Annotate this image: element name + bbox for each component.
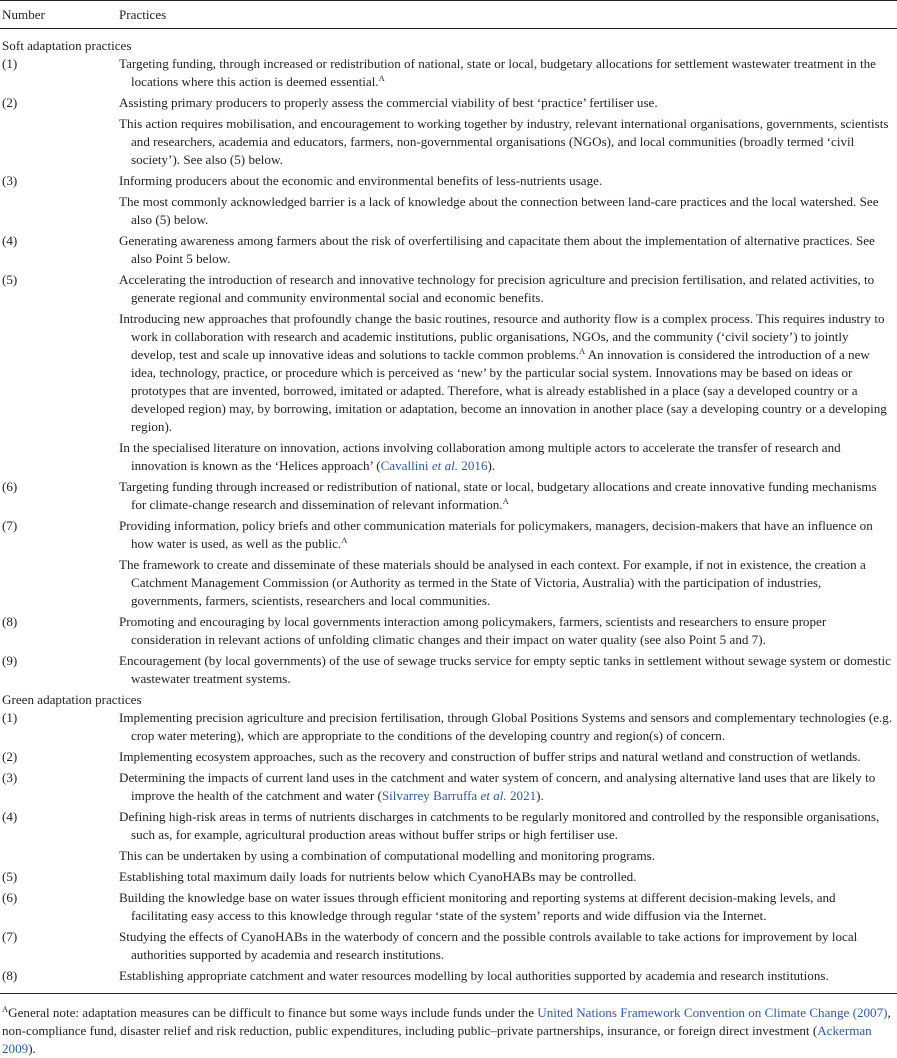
row-practice xyxy=(119,232,897,268)
practice-text: The most commonly acknowledged barrier is a lack of knowledge about the connection between land-care practices and the local watershed. See also (5) below. xyxy=(119,194,879,227)
table-row xyxy=(0,94,897,169)
practice-text: Determining the impacts of current land uses in the catchment and water system of concern, and analysing alternative land uses that are likely to improve the health of the catchment and water ( xyxy=(119,770,876,803)
practice-text: Informing producers about the economic and environmental benefits of less-nutrients usage. xyxy=(119,173,603,188)
footnote-ref: A xyxy=(378,73,385,83)
practice-text: Targeting funding through increased or redistribution of national, state or local, budgetary allocations and create innovative funding mechanisms for climate-change research and dissemination of relevant information. xyxy=(119,479,877,512)
practice-paragraph xyxy=(119,271,895,307)
green-section-title: Green adaptation practices xyxy=(2,692,142,707)
row-number: (3) xyxy=(2,770,18,785)
row-practice xyxy=(119,748,897,766)
header-practices: Practices xyxy=(119,6,167,22)
footnote xyxy=(0,994,897,1058)
practice-text: Accelerating the introduction of research and innovative technology for precision agriculture and precision fertilisation, and related activities, to generate regional and community environmental social and economic benefits. xyxy=(119,272,875,305)
practice-paragraph xyxy=(119,889,895,925)
footnote-ref: A xyxy=(502,496,509,506)
footnote-link-ackerman[interactable]: Ackerman 2009 xyxy=(2,1023,872,1056)
practice-paragraph xyxy=(119,232,895,268)
practice-paragraph xyxy=(119,868,895,886)
row-number: (7) xyxy=(2,929,18,944)
practice-text: Establishing appropriate catchment and water resources modelling by local authorities supported by academia and research institutions. xyxy=(119,968,829,983)
green-rows xyxy=(0,709,897,985)
row-practice xyxy=(119,271,897,475)
row-number: (6) xyxy=(2,479,18,494)
row-practice xyxy=(119,478,897,514)
citation-link[interactable]: Cavallini et al. 2016 xyxy=(380,458,488,473)
practice-paragraph xyxy=(119,310,895,436)
practice-paragraph xyxy=(119,517,895,553)
table-row xyxy=(0,478,897,514)
practice-paragraph xyxy=(119,613,895,649)
row-practice xyxy=(119,55,897,91)
row-practice xyxy=(119,172,897,229)
footnote-ref: A xyxy=(579,346,586,356)
row-number: (4) xyxy=(2,233,18,248)
row-practice xyxy=(119,808,897,865)
table-row xyxy=(0,967,897,985)
table-row xyxy=(0,271,897,475)
row-number: (5) xyxy=(2,869,18,884)
row-number: (8) xyxy=(2,614,18,629)
practice-paragraph xyxy=(119,709,895,745)
practice-text: Introducing new approaches that profoundly change the basic routines, resource and authority flow is a complex process. This requires industry to work in collaboration with research and academic institutions, public organisations, NGOs, and the community (‘civil society’) to jointly develop, test and scale up innovative ideas and solutions to tackle common problems. xyxy=(119,311,885,362)
row-practice xyxy=(119,889,897,925)
practice-paragraph xyxy=(119,847,895,865)
row-number: (5) xyxy=(2,272,18,287)
soft-section-title: Soft adaptation practices xyxy=(2,38,132,53)
row-practice xyxy=(119,517,897,610)
practice-text: Implementing ecosystem approaches, such as the recovery and construction of buffer strips and natural wetland and construction of wetlands. xyxy=(119,749,861,764)
table-row xyxy=(0,928,897,964)
practice-text: Providing information, policy briefs and other communication materials for policymakers, managers, decision-makers that have an influence on how water is used, as well as the public. xyxy=(119,518,873,551)
footnote-link-unfccc[interactable]: United Nations Framework Convention on Climate Change (2007) xyxy=(537,1005,888,1020)
practice-text: This can be undertaken by using a combination of computational modelling and monitoring programs. xyxy=(119,848,655,863)
row-practice xyxy=(119,94,897,169)
footnote-ref: A xyxy=(341,535,348,545)
table-header xyxy=(0,1,897,28)
practice-paragraph xyxy=(119,769,895,805)
row-number: (6) xyxy=(2,890,18,905)
table-row xyxy=(0,652,897,688)
practice-paragraph xyxy=(119,115,895,169)
practice-text: Assisting primary producers to properly assess the commercial viability of best ‘practice’ fertiliser use. xyxy=(119,95,658,110)
header-number: Number xyxy=(2,6,45,22)
table-row xyxy=(0,769,897,805)
practice-text: Targeting funding, through increased or redistribution of national, state or local, budgetary allocations for settlement wastewater treatment in the locations where this action is deemed essential. xyxy=(119,56,876,89)
practice-text: Defining high-risk areas in terms of nutrients discharges in catchments to be regularly monitored and controlled by the responsible organisations, such as, for example, agricultural production areas without buffer strips or high fertiliser use. xyxy=(119,809,880,842)
row-practice xyxy=(119,868,897,886)
row-practice xyxy=(119,967,897,985)
row-practice xyxy=(119,709,897,745)
row-number: (2) xyxy=(2,95,18,110)
row-number: (3) xyxy=(2,173,18,188)
table-row xyxy=(0,613,897,649)
table-row xyxy=(0,748,897,766)
practice-paragraph xyxy=(119,94,895,112)
practice-text: Building the knowledge base on water issues through efficient monitoring and reporting systems at different decision-making levels, and facilitating easy access to this knowledge through regular ‘state of the system’ reports and wide diffusion via the Internet. xyxy=(119,890,836,923)
row-practice xyxy=(119,652,897,688)
practice-text: Promoting and encouraging by local governments interaction among policymakers, farmers, scientists and researchers to ensure proper consideration in relevant actions of unfolding climatic changes and their impact on water quality (see also Point 5 and 7). xyxy=(119,614,827,647)
row-number: (1) xyxy=(2,56,18,71)
footnote-text: General note: adaptation measures can be difficult to finance but some ways include funds under the xyxy=(8,1005,538,1020)
citation-link[interactable]: Silvarrey Barruffa et al. 2021 xyxy=(381,788,537,803)
practice-text: Generating awareness among farmers about the risk of overfertilising and capacitate them about the implementation of alternative practices. See also Point 5 below. xyxy=(119,233,875,266)
soft-rows xyxy=(0,55,897,688)
footnote-end: ). xyxy=(28,1041,36,1056)
table-row xyxy=(0,808,897,865)
practice-text-after: ). xyxy=(536,788,544,803)
table-row xyxy=(0,55,897,91)
row-practice xyxy=(119,769,897,805)
practice-paragraph xyxy=(119,439,895,475)
practice-text: Encouragement (by local governments) of the use of sewage trucks service for empty septic tanks in settlement without sewage system or domestic wastewater treatment systems. xyxy=(119,653,891,686)
practice-paragraph xyxy=(119,967,895,985)
practice-text-after: An innovation is considered the introduction of a new idea, technology, practice, or procedure which is perceived as ‘new’ by the particular social system. Innovations may be based on ideas or prototypes that are invented, borrowed, imitated or adapted. Therefore, what is already established in a place (say a developed country or a developed region) may, by borrowing, imitation or adaptation, become an innovation in another place (say a developing country or a developing region). xyxy=(131,347,887,434)
row-number: (1) xyxy=(2,710,18,725)
footnote-middle: , non-compliance fund, disaster relief and risk reduction, public expenditures, including public–private partnerships, insurance, or foreign direct investment ( xyxy=(2,1005,891,1038)
row-number: (4) xyxy=(2,809,18,824)
table-row xyxy=(0,172,897,229)
table-row xyxy=(0,709,897,745)
practice-paragraph xyxy=(119,928,895,964)
row-practice xyxy=(119,928,897,964)
table-row xyxy=(0,232,897,268)
practice-paragraph xyxy=(119,193,895,229)
row-number: (9) xyxy=(2,653,18,668)
practice-paragraph xyxy=(119,556,895,610)
practice-paragraph xyxy=(119,172,895,190)
row-number: (7) xyxy=(2,518,18,533)
practice-text: Implementing precision agriculture and precision fertilisation, through Global Positions Systems and sensors and complementary technologies (e.g. crop water metering), which are appropriate to the conditions of the developing country and region(s) of concern. xyxy=(119,710,893,743)
table-row xyxy=(0,868,897,886)
practice-text: Establishing total maximum daily loads for nutrients below which CyanoHABs may be controlled. xyxy=(119,869,637,884)
practice-text: This action requires mobilisation, and encouragement to working together by industry, relevant international organisations, governments, scientists and researchers, academia and educators, farmers, non-governmental organisations (NGOs), and local communities (broadly termed ‘civil society’). See also (5) below. xyxy=(119,116,889,167)
practice-text: Studying the effects of CyanoHABs in the waterbody of concern and the possible controls available to take actions for improvement by local authorities supported by academia and research institutions. xyxy=(119,929,858,962)
practice-paragraph xyxy=(119,748,895,766)
table-row xyxy=(0,517,897,610)
practice-paragraph xyxy=(119,55,895,91)
row-number: (2) xyxy=(2,749,18,764)
footnote-marker: A xyxy=(2,1004,9,1014)
table-row xyxy=(0,889,897,925)
practice-paragraph xyxy=(119,478,895,514)
practice-paragraph xyxy=(119,808,895,844)
practice-paragraph xyxy=(119,652,895,688)
practice-text: The framework to create and disseminate of these materials should be analysed in each context. For example, if not in existence, the creation a Catchment Management Commission (or Authority as termed in the State of Victoria, Australia) with the participation of industries, governments, farmers, scientists, researchers and local communities. xyxy=(119,557,866,608)
practice-text-after: ). xyxy=(487,458,496,473)
row-number: (8) xyxy=(2,968,18,983)
practice-text: In the specialised literature on innovation, actions involving collaboration among multiple actors to accelerate the transfer of research and innovation is known as the ‘Helices approach’ ( xyxy=(119,440,841,473)
row-practice xyxy=(119,613,897,649)
